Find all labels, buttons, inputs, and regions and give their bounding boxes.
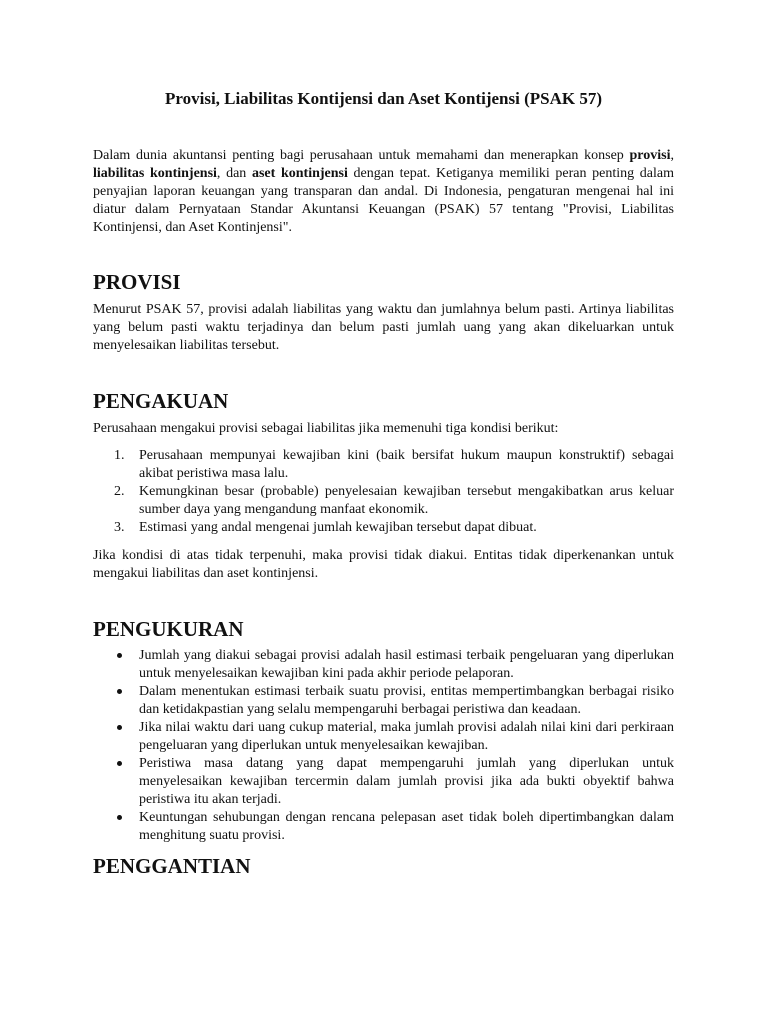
conditions-list — [93, 447, 674, 537]
list-item-text: Jika nilai waktu dari uang cukup material, maka jumlah provisi adalah nilai kini dari perkiraan pengeluaran yang diperlukan untuk menyelesaikan kewajiban. — [139, 720, 674, 753]
list-number: 3. — [114, 520, 125, 535]
pengakuan-intro: Perusahaan mengakui provisi sebagai liabilitas jika memenuhi tiga kondisi berikut: — [93, 421, 559, 436]
pengakuan-closing: Jika kondisi di atas tidak terpenuhi, maka provisi tidak diakui. Entitas tidak diperkenankan untuk mengakui liabilitas dan aset kontinjensi. — [93, 548, 674, 581]
list-item — [139, 809, 674, 845]
bullet-icon — [117, 689, 122, 694]
list-item-text: Dalam menentukan estimasi terbaik suatu provisi, entitas mempertimbangkan berbagai risiko dan ketidakpastian yang selalu mempengaruhi berbagai peristiwa dan keadaan. — [139, 684, 674, 717]
list-item-text: Perusahaan mempunyai kewajiban kini (baik bersifat hukum maupun konstruktif) sebagai akibat peristiwa masa lalu. — [139, 448, 674, 481]
intro-paragraph — [93, 147, 674, 237]
intro-bold-provisi: provisi — [629, 148, 671, 163]
intro-text-2: dengan tepat. Ketiganya memiliki peran penting dalam penyajian laporan keuangan yang transparan dan andal. Di Indonesia, pengaturan mengenai hal ini diatur dalam Pernyataan Standar Akuntansi Keuangan (PSAK) 57 tentang "Provisi, Liabilitas Kontinjensi, dan Aset Kontinjensi". — [93, 166, 675, 235]
bullet-icon — [117, 815, 122, 820]
intro-sep-1: , — [670, 148, 674, 163]
list-item-text: Estimasi yang andal mengenai jumlah kewajiban tersebut dapat dibuat. — [139, 520, 537, 535]
measures-list — [93, 647, 674, 845]
document-title: Provisi, Liabilitas Kontijensi dan Aset Kontijensi (PSAK 57) — [164, 89, 602, 108]
list-item — [139, 647, 674, 683]
heading-provisi: PROVISI — [93, 270, 181, 294]
document-page — [93, 0, 675, 878]
heading-pengukuran: PENGUKURAN — [93, 617, 244, 641]
heading-pengakuan: PENGAKUAN — [93, 389, 229, 413]
list-item — [114, 447, 674, 483]
bullet-icon — [117, 725, 122, 730]
intro-text-1: Dalam dunia akuntansi penting bagi perusahaan untuk memahami dan menerapkan konsep — [93, 148, 630, 163]
list-item — [139, 683, 674, 719]
list-item-text: Peristiwa masa datang yang dapat mempengaruhi jumlah yang diperlukan untuk menyelesaikan kewajiban tercermin dalam jumlah provisi jika ada bukti obyektif bahwa peristiwa itu akan terjadi. — [139, 756, 674, 807]
list-item — [139, 755, 674, 809]
bullet-icon — [117, 653, 122, 658]
heading-penggantian: PENGGANTIAN — [93, 854, 251, 878]
intro-sep-2: , dan — [216, 166, 252, 181]
list-item — [114, 483, 674, 519]
list-number: 2. — [114, 484, 125, 499]
list-item — [114, 519, 674, 537]
list-number: 1. — [114, 448, 125, 463]
list-item — [139, 719, 674, 755]
list-item-text: Kemungkinan besar (probable) penyelesaian kewajiban tersebut mengakibatkan arus keluar sumber daya yang mengandung manfaat ekonomik. — [139, 484, 674, 517]
provisi-paragraph: Menurut PSAK 57, provisi adalah liabilitas yang waktu dan jumlahnya belum pasti. Artinya liabilitas yang belum pasti waktu terjadinya dan belum pasti jumlah uang yang akan dikeluarkan untuk menyelesaikan liabilitas tersebut. — [93, 302, 674, 353]
intro-bold-liabilitas: liabilitas kontinjensi — [93, 166, 217, 181]
list-item-text: Jumlah yang diakui sebagai provisi adalah hasil estimasi terbaik pengeluaran yang diperlukan untuk menyelesaikan kewajiban kini pada akhir periode pelaporan. — [139, 648, 674, 681]
intro-bold-aset: aset kontinjensi — [251, 166, 348, 181]
bullet-icon — [117, 761, 122, 766]
list-item-text: Keuntungan sehubungan dengan rencana pelepasan aset tidak boleh dipertimbangkan dalam menghitung suatu provisi. — [139, 810, 674, 843]
